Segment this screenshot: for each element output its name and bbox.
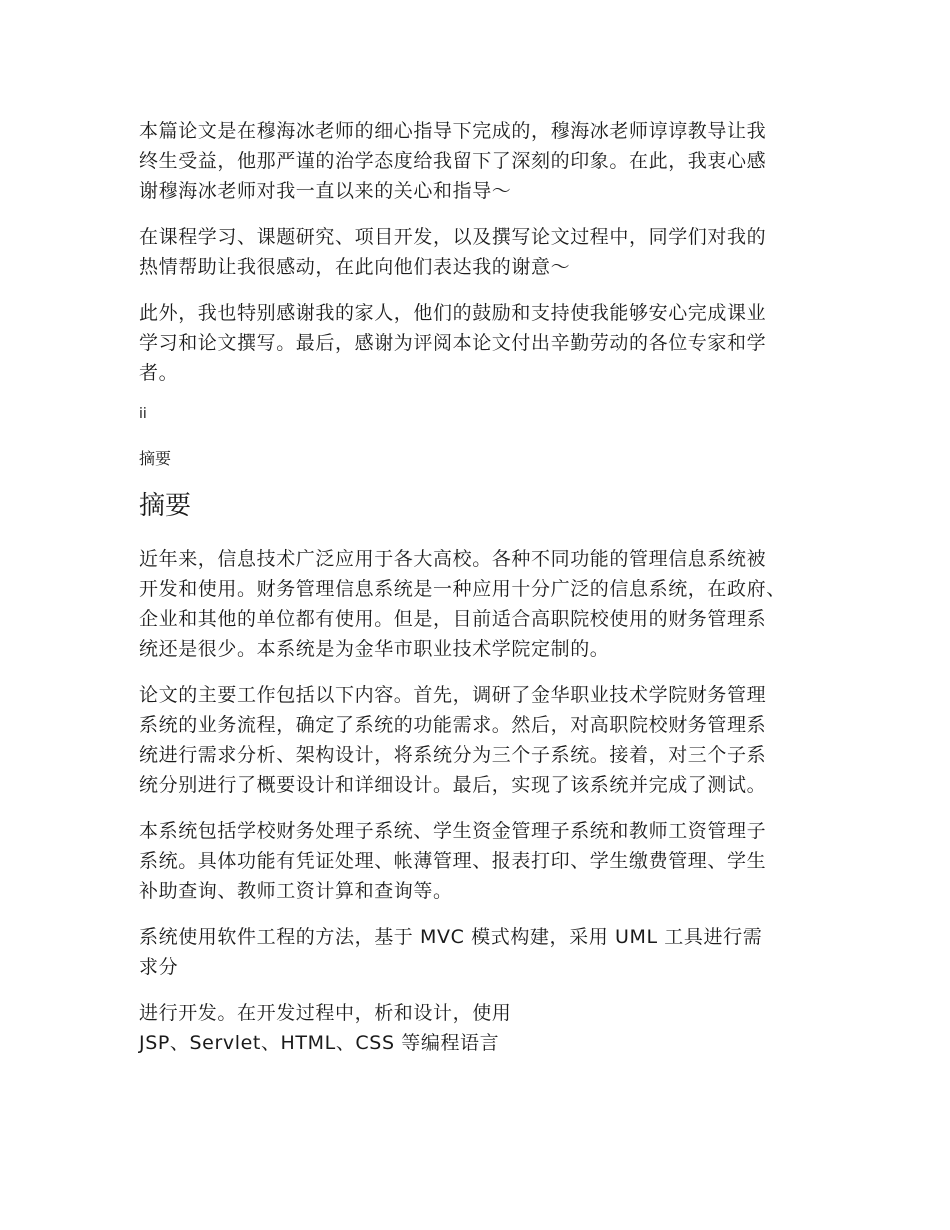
page-number: ii bbox=[139, 406, 147, 422]
running-header: 摘要 bbox=[139, 449, 172, 468]
abstract-title: 摘要 bbox=[139, 491, 192, 521]
abstract-paragraph-5: 进行开发。在开发过程中，析和设计，使用 JSP、Servlet、HTML、CSS 等编程语言 bbox=[139, 1002, 512, 1054]
acknowledgement-paragraph-3: 此外，我也特别感谢我的家人，他们的鼓励和支持使我能够安心完成课业 学习和论文撰写。最后，感谢为评阅本论文付出辛勤劳动的各位专家和学 者。 bbox=[139, 302, 767, 384]
acknowledgement-paragraph-2: 在课程学习、课题研究、项目开发，以及撰写论文过程中，同学们对我的 热情帮助让我很感动，在此向他们表达我的谢意～ bbox=[139, 226, 767, 278]
abstract-paragraph-2: 论文的主要工作包括以下内容。首先，调研了金华职业技术学院财务管理 系统的业务流程，确定了系统的功能需求。然后，对高职院校财务管理系 统进行需求分析、架构设计，将系统分为三个子系统。接着，对三个子系 统分别进行了概要设计和详细设计。最后，实现了该系统并完成了测试。 bbox=[139, 684, 767, 796]
abstract-paragraph-4: 系统使用软件工程的方法，基于 MVC 模式构建，采用 UML 工具进行需 求分 bbox=[139, 926, 763, 978]
document-page bbox=[139, 116, 829, 1074]
abstract-paragraph-3: 本系统包括学校财务处理子系统、学生资金管理子系统和教师工资管理子 系统。具体功能有凭证处理、帐薄管理、报表打印、学生缴费管理、学生 补助查询、教师工资计算和查询等。 bbox=[139, 820, 767, 902]
abstract-paragraph-1: 近年来，信息技术广泛应用于各大高校。各种不同功能的管理信息系统被 开发和使用。财务管理信息系统是一种应用十分广泛的信息系统，在政府、 企业和其他的单位都有使用。但是，目前适合高职院校使用的财务管理系 统还是很少。本系统是为金华市职业技术学院定制的。 bbox=[139, 548, 786, 660]
acknowledgement-paragraph-1: 本篇论文是在穆海冰老师的细心指导下完成的，穆海冰老师谆谆教导让我 终生受益，他那严谨的治学态度给我留下了深刻的印象。在此，我衷心感 谢穆海冰老师对我一直以来的关心和指导～ bbox=[139, 120, 767, 202]
